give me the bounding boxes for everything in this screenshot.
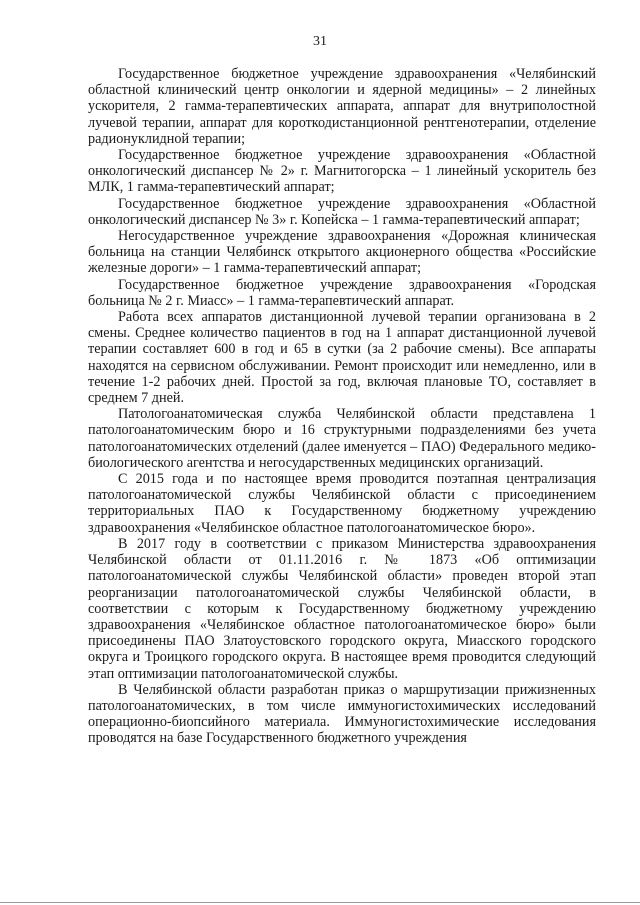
paragraph-centralization: С 2015 года и по настоящее время проводится поэтапная централизация патологоанатомической службы Челябинской области с присоединением территориальных ПАО к Государственному бюджетному учреждению здравоохранения «Челябинское областное патологоанатомическое бюро». [88,471,596,536]
paragraph-pathology-service: Патологоанатомическая служба Челябинской области представлена 1 патологоанатомическим бюро и 16 структурными подразделениями без учета патологоанатомических отделений (далее именуется – ПАО) Федерального медико-биологического агентства и негосударственных медицинских организаций. [88,406,596,471]
bottom-edge-line [0,902,640,903]
paragraph-miass-hospital: Государственное бюджетное учреждение здравоохранения «Городская больница № 2 г. Миасс» – 1 гамма-терапевтический аппарат. [88,276,596,309]
paragraph-railway-hospital: Негосударственное учреждение здравоохранения «Дорожная клиническая больница на станции Челябинск открытого акционерного общества «Российские железные дороги» – 1 гамма-терапевтический аппарат; [88,228,596,277]
paragraph-oncology-dispensary-3: Государственное бюджетное учреждение здравоохранения «Областной онкологический диспансер № 3» г. Копейска – 1 гамма-терапевтический аппарат; [88,195,596,228]
page-body [88,66,596,747]
page-number: 31 [313,34,327,49]
paragraph-oncology-dispensary-2: Государственное бюджетное учреждение здравоохранения «Областной онкологический диспансер № 2» г. Магнитогорска – 1 линейный ускоритель без МЛК, 1 гамма-терапевтический аппарат; [88,147,596,196]
paragraph-radiotherapy-operation: Работа всех аппаратов дистанционной лучевой терапии организована в 2 смены. Среднее количество пациентов в год на 1 аппарат дистанционной лучевой терапии составляет 600 в год и 65 в сутки (за 2 рабочие смены). Все аппараты находятся на сервисном обслуживании. Ремонт происходит или немедленно, или в течение 1-2 рабочих дней. Простой за год, включая плановые ТО, составляет в среднем 7 дней. [88,309,596,407]
paragraph-reorganization-2017: В 2017 году в соответствии с приказом Министерства здравоохранения Челябинской области от 01.11.2016 г. № 1873 «Об оптимизации патологоанатомической службы Челябинской области» проведен второй этап реорганизации патологоанатомической службы Челябинской области, в соответствии с которым к Государственному бюджетному учреждению здравоохранения «Челябинское областное патологоанатомическое бюро» были присоединены ПАО Златоустовского городского округа, Миасского городского округа и Троицкого городского округа. В настоящее время проводится следующий этап оптимизации патологоанатомической службы. [88,535,596,682]
paragraph-chelyabinsk-oncology-center: Государственное бюджетное учреждение здравоохранения «Челябинский областной клинический центр онкологии и ядерной медицины» – 2 линейных ускорителя, 2 гамма-терапевтических аппарата, аппарат для внутриполостной лучевой терапии, аппарат для короткодистанционной рентгенотерапии, отделение радионуклидной терапии; [88,66,596,147]
paragraph-routing-order: В Челябинской области разработан приказ о маршрутизации прижизненных патологоанатомических, в том числе иммуногистохимических исследований операционно-биопсийного материала. Иммуногистохимические исследования проводятся на базе Государственного бюджетного учреждения [88,681,596,747]
